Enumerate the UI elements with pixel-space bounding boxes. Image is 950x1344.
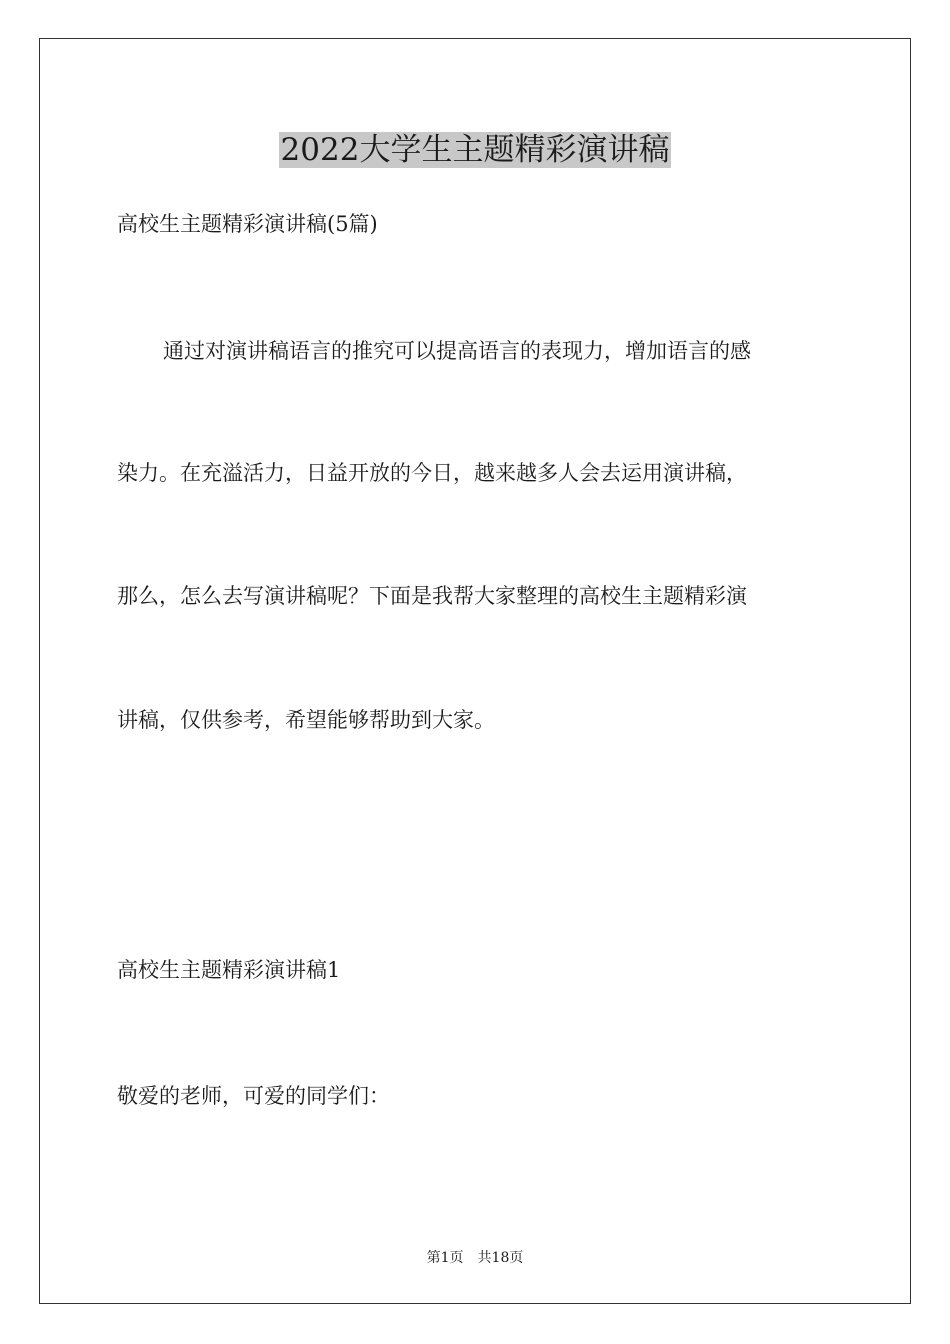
page-footer [0,1248,950,1268]
salutation: 敬爱的老师，可爱的同学们： [117,1084,390,1108]
page-number-total: 共18页 [477,1250,524,1266]
intro-line-4: 讲稿，仅供参考，希望能够帮助到大家。 [117,708,495,732]
page-number-current: 第1页 [426,1250,464,1266]
intro-line-2: 染力。在充溢活力，日益开放的今日，越来越多人会去运用演讲稿， [117,461,747,485]
section-heading: 高校生主题精彩演讲稿1 [117,958,341,982]
document-subtitle: 高校生主题精彩演讲稿(5篇) [117,212,378,236]
document-title-text: 2022大学生主题精彩演讲稿 [280,132,670,168]
document-title [0,128,950,172]
intro-line-3: 那么，怎么去写演讲稿呢？下面是我帮大家整理的高校生主题精彩演 [117,584,747,608]
intro-line-1: 通过对演讲稿语言的推究可以提高语言的表现力，增加语言的感 [163,339,751,363]
